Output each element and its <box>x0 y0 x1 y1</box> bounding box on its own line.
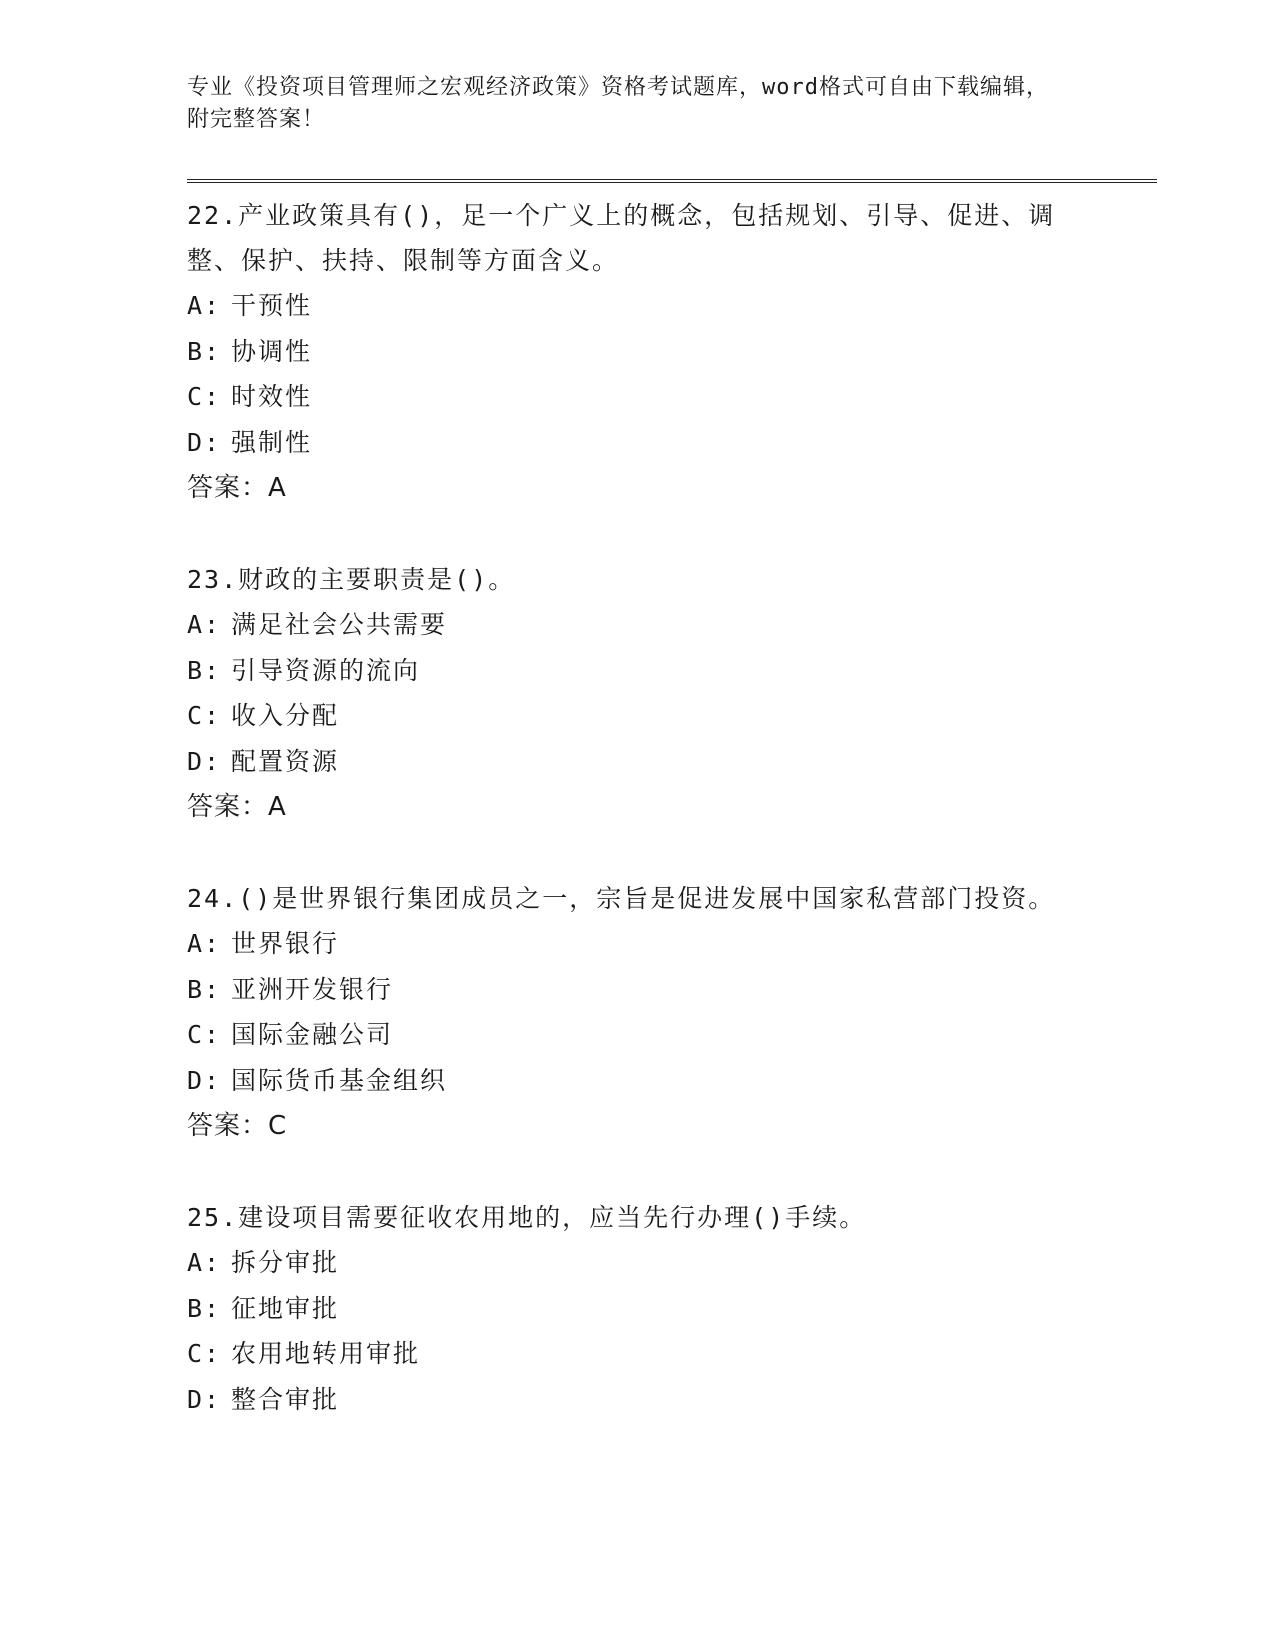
option-text: 引导资源的流向 <box>231 655 421 685</box>
option-text: 拆分审批 <box>231 1248 340 1277</box>
option-c <box>187 693 1157 739</box>
question-text: 25.建设项目需要征收农用地的，应当先行办理()手续。 <box>187 1203 867 1232</box>
option-letter: C: <box>187 1020 222 1049</box>
option-a <box>187 1240 1157 1286</box>
option-letter: D: <box>187 746 222 776</box>
option-text: 亚洲开发银行 <box>231 974 394 1004</box>
option-text: 农用地转用审批 <box>231 1339 421 1368</box>
option-b <box>187 648 1157 694</box>
option-text: 整合审批 <box>231 1384 340 1414</box>
option-letter: C: <box>187 382 222 411</box>
option-letter: C: <box>187 701 222 730</box>
question-23 <box>187 557 1157 830</box>
option-text: 世界银行 <box>231 929 340 958</box>
option-letter: D: <box>187 1065 222 1095</box>
question-list <box>187 193 1157 1422</box>
option-letter: D: <box>187 427 222 457</box>
header-divider <box>187 179 1157 183</box>
option-a <box>187 921 1157 967</box>
question-22 <box>187 193 1157 511</box>
option-text: 配置资源 <box>231 746 340 776</box>
option-text: 满足社会公共需要 <box>231 610 448 639</box>
document-header: 专业《投资项目管理师之宏观经济政策》资格考试题库，word格式可自由下载编辑，附完整答案！ <box>187 75 1049 132</box>
option-d <box>187 739 1157 785</box>
question-text: 23.财政的主要职责是()。 <box>187 565 516 594</box>
option-letter: A: <box>187 610 222 639</box>
option-text: 征地审批 <box>231 1293 340 1323</box>
answer: 答案：A <box>187 473 287 503</box>
option-letter: D: <box>187 1384 222 1414</box>
option-b <box>187 1286 1157 1332</box>
option-c <box>187 1331 1157 1377</box>
option-letter: B: <box>187 974 222 1004</box>
option-letter: C: <box>187 1339 222 1368</box>
option-text: 国际金融公司 <box>231 1020 394 1049</box>
option-text: 强制性 <box>231 427 313 457</box>
option-letter: A: <box>187 1248 222 1277</box>
answer: 答案：A <box>187 792 287 822</box>
option-text: 收入分配 <box>231 701 340 730</box>
option-text: 时效性 <box>231 382 313 411</box>
option-text: 干预性 <box>231 291 313 320</box>
option-b <box>187 329 1157 375</box>
option-d <box>187 1377 1157 1423</box>
option-c <box>187 374 1157 420</box>
option-b <box>187 967 1157 1013</box>
option-text: 国际货币基金组织 <box>231 1065 448 1095</box>
question-25 <box>187 1195 1157 1422</box>
answer: 答案：C <box>187 1111 288 1141</box>
option-text: 协调性 <box>231 336 313 366</box>
option-letter: A: <box>187 929 222 958</box>
option-a <box>187 283 1157 329</box>
document-page <box>187 72 1157 1468</box>
option-a <box>187 602 1157 648</box>
option-c <box>187 1012 1157 1058</box>
option-letter: B: <box>187 336 222 366</box>
option-d <box>187 420 1157 466</box>
question-text: 22.产业政策具有()，足一个广义上的概念，包括规划、引导、促进、调整、保护、扶持、限制等方面含义。 <box>187 201 1056 275</box>
question-text: 24.()是世界银行集团成员之一，宗旨是促进发展中国家私营部门投资。 <box>187 884 1056 913</box>
question-24 <box>187 876 1157 1149</box>
option-letter: B: <box>187 655 222 685</box>
option-letter: A: <box>187 291 222 320</box>
option-letter: B: <box>187 1293 222 1323</box>
option-d <box>187 1058 1157 1104</box>
